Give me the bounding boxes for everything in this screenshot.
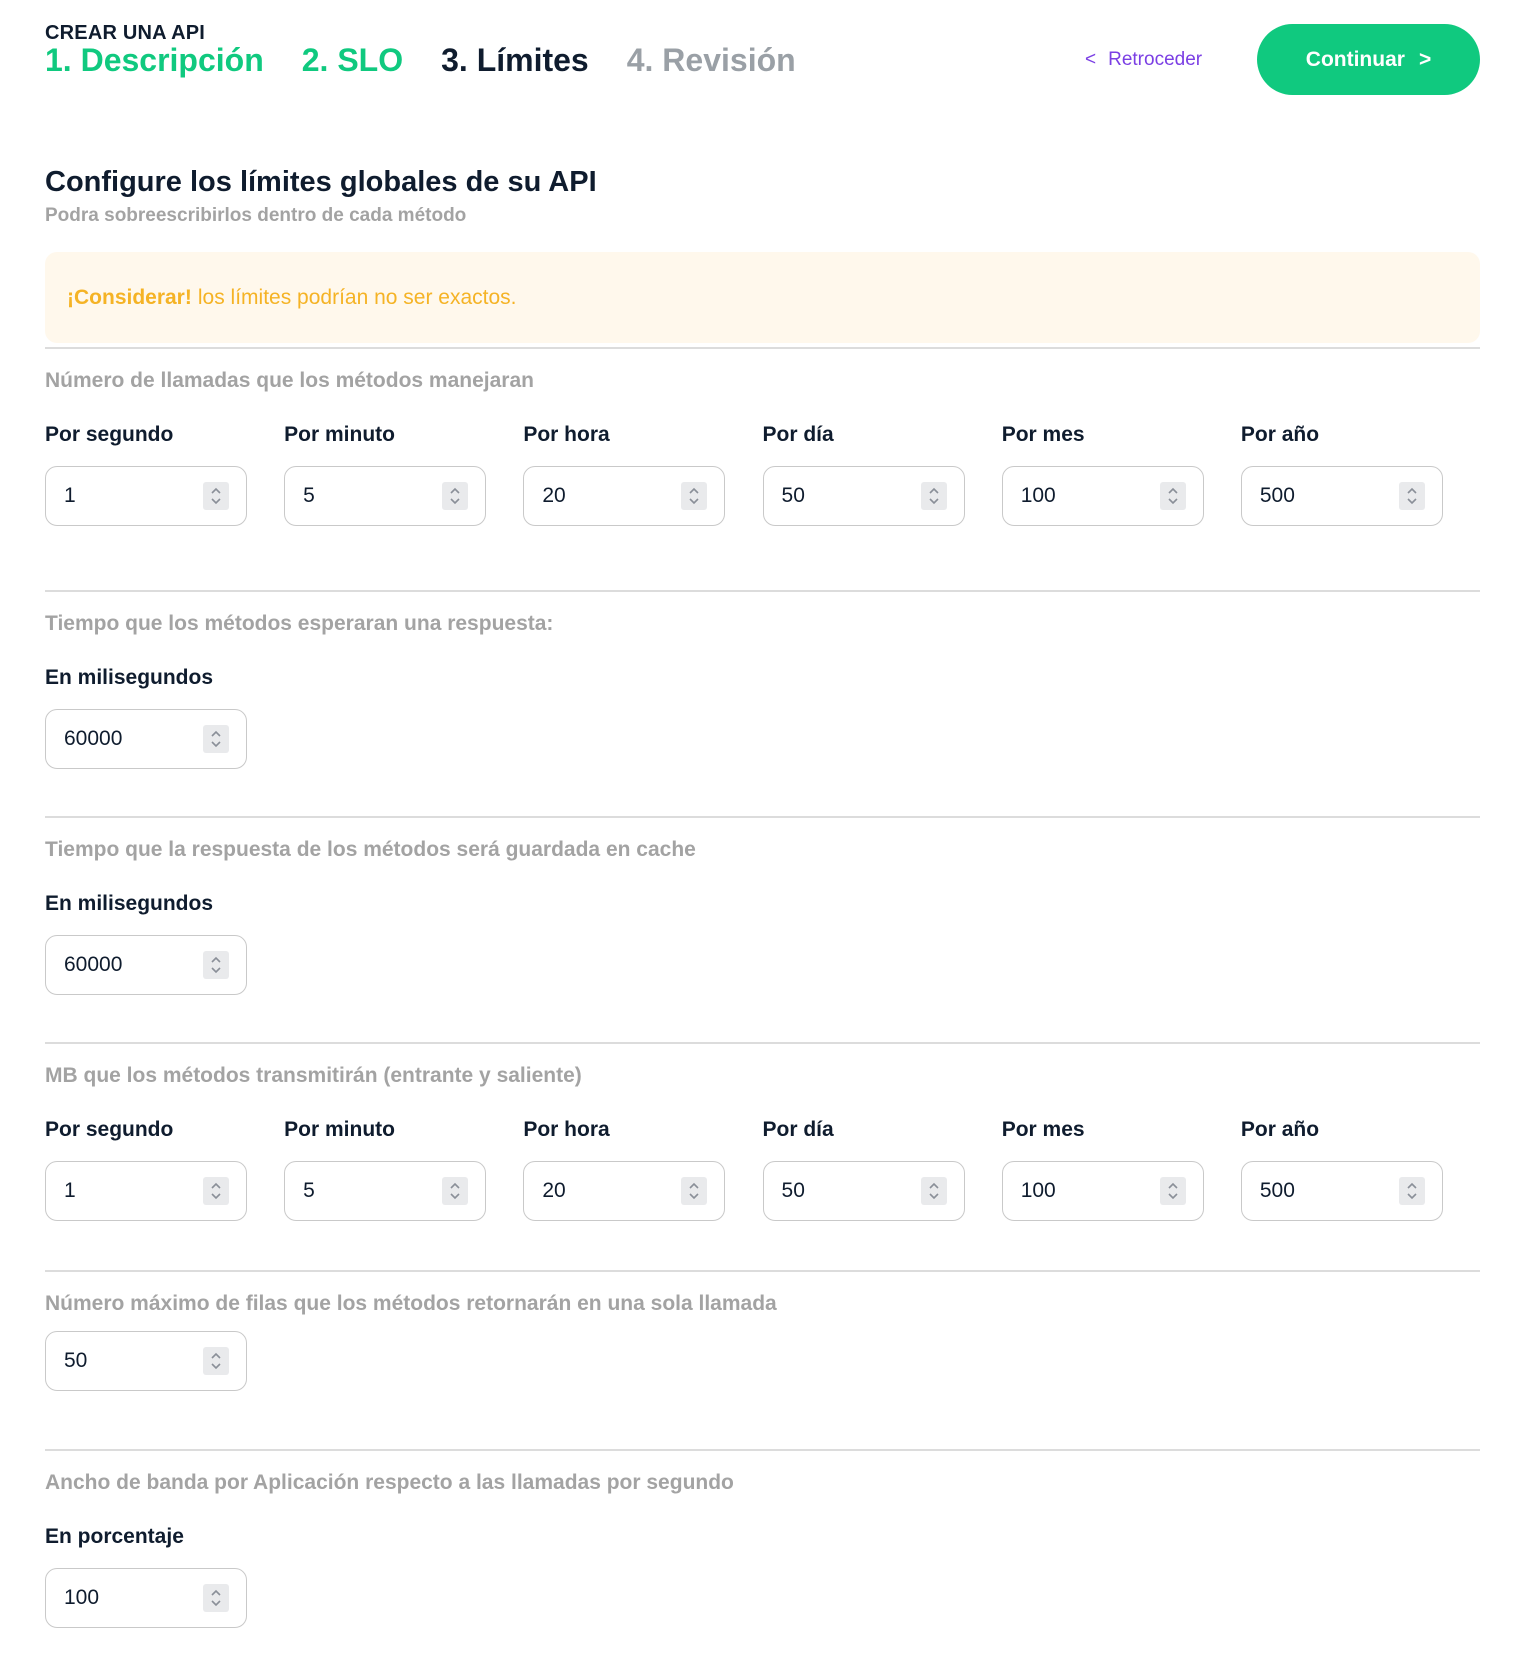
page-crumb-title: CREAR UNA API [45, 22, 206, 44]
bandwidth-fields [45, 1525, 1480, 1628]
mb-field-hora [523, 1118, 762, 1221]
divider [45, 816, 1480, 818]
max-rows-input[interactable] [64, 1349, 174, 1373]
calls-section [45, 347, 1480, 526]
number-input [45, 935, 247, 995]
number-input [763, 1161, 965, 1221]
number-input [284, 466, 486, 526]
alert-strong: ¡Considerar! [67, 285, 192, 309]
calls-field-minuto [284, 423, 523, 526]
mb-section-title: MB que los métodos transmitirán (entrante y saliente) [45, 1064, 582, 1087]
stepper-icon[interactable] [921, 1177, 947, 1205]
calls-field-mes [1002, 423, 1241, 526]
back-link[interactable] [1085, 49, 1202, 71]
calls-per-second-input[interactable] [64, 484, 174, 508]
calls-per-year-input[interactable] [1260, 484, 1370, 508]
continue-button[interactable] [1257, 24, 1480, 95]
bandwidth-field [45, 1525, 292, 1628]
calls-per-hour-input[interactable] [542, 484, 652, 508]
number-input [284, 1161, 486, 1221]
field-label: Por día [762, 1118, 834, 1141]
field-label: Por minuto [284, 1118, 395, 1141]
number-input [763, 466, 965, 526]
stepper-icon[interactable] [203, 1177, 229, 1205]
stepper-icon[interactable] [203, 725, 229, 753]
divider [45, 1270, 1480, 1272]
cache-section-title: Tiempo que la respuesta de los métodos será guardada en cache [45, 838, 696, 861]
mb-per-hour-input[interactable] [542, 1179, 652, 1203]
mb-fields [45, 1118, 1480, 1221]
mb-field-ano [1241, 1118, 1480, 1221]
cache-field [45, 892, 292, 995]
mb-per-second-input[interactable] [64, 1179, 174, 1203]
number-input [523, 1161, 725, 1221]
mb-per-minute-input[interactable] [303, 1179, 413, 1203]
number-input [523, 466, 725, 526]
calls-per-minute-input[interactable] [303, 484, 413, 508]
number-input [45, 466, 247, 526]
stepper-icon[interactable] [681, 482, 707, 510]
field-label: Por segundo [45, 1118, 174, 1141]
stepper-icon[interactable] [203, 951, 229, 979]
chevron-right-icon: > [1418, 47, 1432, 71]
cache-section [45, 816, 1480, 995]
stepper-icon[interactable] [442, 482, 468, 510]
stepper-icon[interactable] [681, 1177, 707, 1205]
stepper-icon[interactable] [1160, 482, 1186, 510]
rows-section [45, 1270, 1480, 1391]
step-slo[interactable]: 2. SLO [301, 42, 404, 78]
field-label: En milisegundos [45, 892, 214, 915]
divider [45, 1449, 1480, 1451]
calls-field-dia [763, 423, 1002, 526]
field-label: Por hora [523, 423, 610, 446]
warning-alert [45, 252, 1480, 343]
calls-per-month-input[interactable] [1021, 484, 1131, 508]
divider [45, 590, 1480, 592]
field-label: En milisegundos [45, 666, 214, 689]
mb-per-day-input[interactable] [782, 1179, 892, 1203]
bandwidth-section-title: Ancho de banda por Aplicación respecto a las llamadas por segundo [45, 1471, 734, 1494]
chevron-left-icon: < [1085, 49, 1097, 70]
stepper-icon[interactable] [203, 482, 229, 510]
continue-label: Continuar [1305, 47, 1405, 71]
calls-field-segundo [45, 423, 284, 526]
mb-field-minuto [284, 1118, 523, 1221]
timeout-section [45, 590, 1480, 769]
field-label: En porcentaje [45, 1525, 184, 1548]
mb-field-segundo [45, 1118, 284, 1221]
mb-section [45, 1042, 1480, 1221]
alert-text: los límites podrían no ser exactos. [197, 285, 517, 309]
calls-per-day-input[interactable] [782, 484, 892, 508]
step-descripcion[interactable]: 1. Descripción [45, 42, 264, 78]
timeout-fields [45, 666, 1480, 769]
calls-field-hora [523, 423, 762, 526]
mb-per-year-input[interactable] [1260, 1179, 1370, 1203]
calls-field-ano [1241, 423, 1480, 526]
page-subtitle: Podra sobreescribirlos dentro de cada método [45, 205, 467, 226]
bandwidth-section [45, 1449, 1480, 1628]
step-revision: 4. Revisión [626, 42, 796, 78]
calls-section-title: Número de llamadas que los métodos manejaran [45, 369, 534, 392]
back-label: Retroceder [1108, 49, 1203, 70]
cache-ms-input[interactable] [64, 953, 174, 977]
stepper [45, 42, 796, 79]
stepper-icon[interactable] [1399, 482, 1425, 510]
field-label: Por segundo [45, 423, 174, 446]
divider [45, 347, 1480, 349]
number-input [45, 709, 247, 769]
page-title: Configure los límites globales de su API [45, 166, 597, 198]
mb-per-month-input[interactable] [1021, 1179, 1131, 1203]
number-input [1002, 1161, 1204, 1221]
field-label: Por minuto [284, 423, 395, 446]
stepper-icon[interactable] [1160, 1177, 1186, 1205]
stepper-icon[interactable] [921, 482, 947, 510]
rows-field [45, 1331, 292, 1391]
number-input [1241, 1161, 1443, 1221]
header [45, 0, 1480, 110]
calls-fields [45, 423, 1480, 526]
field-label: Por mes [1001, 423, 1085, 446]
number-input [45, 1568, 247, 1628]
mb-field-mes [1002, 1118, 1241, 1221]
number-input [1241, 466, 1443, 526]
timeout-ms-input[interactable] [64, 727, 174, 751]
field-label: Por día [762, 423, 834, 446]
stepper-icon[interactable] [442, 1177, 468, 1205]
mb-field-dia [763, 1118, 1002, 1221]
number-input [45, 1161, 247, 1221]
timeout-field [45, 666, 292, 769]
bandwidth-percent-input[interactable] [64, 1586, 174, 1610]
divider [45, 1042, 1480, 1044]
rows-section-title: Número máximo de filas que los métodos retornarán en una sola llamada [45, 1292, 777, 1315]
stepper-icon[interactable] [203, 1584, 229, 1612]
field-label: Por año [1240, 1118, 1320, 1141]
rows-fields [45, 1331, 1480, 1391]
step-limites: 3. Límites [441, 42, 589, 78]
field-label: Por hora [523, 1118, 610, 1141]
cache-fields [45, 892, 1480, 995]
number-input [45, 1331, 247, 1391]
field-label: Por año [1240, 423, 1320, 446]
timeout-section-title: Tiempo que los métodos esperaran una respuesta: [45, 612, 554, 635]
stepper-icon[interactable] [203, 1347, 229, 1375]
stepper-icon[interactable] [1399, 1177, 1425, 1205]
page [45, 0, 1480, 1548]
number-input [1002, 466, 1204, 526]
field-label: Por mes [1001, 1118, 1085, 1141]
